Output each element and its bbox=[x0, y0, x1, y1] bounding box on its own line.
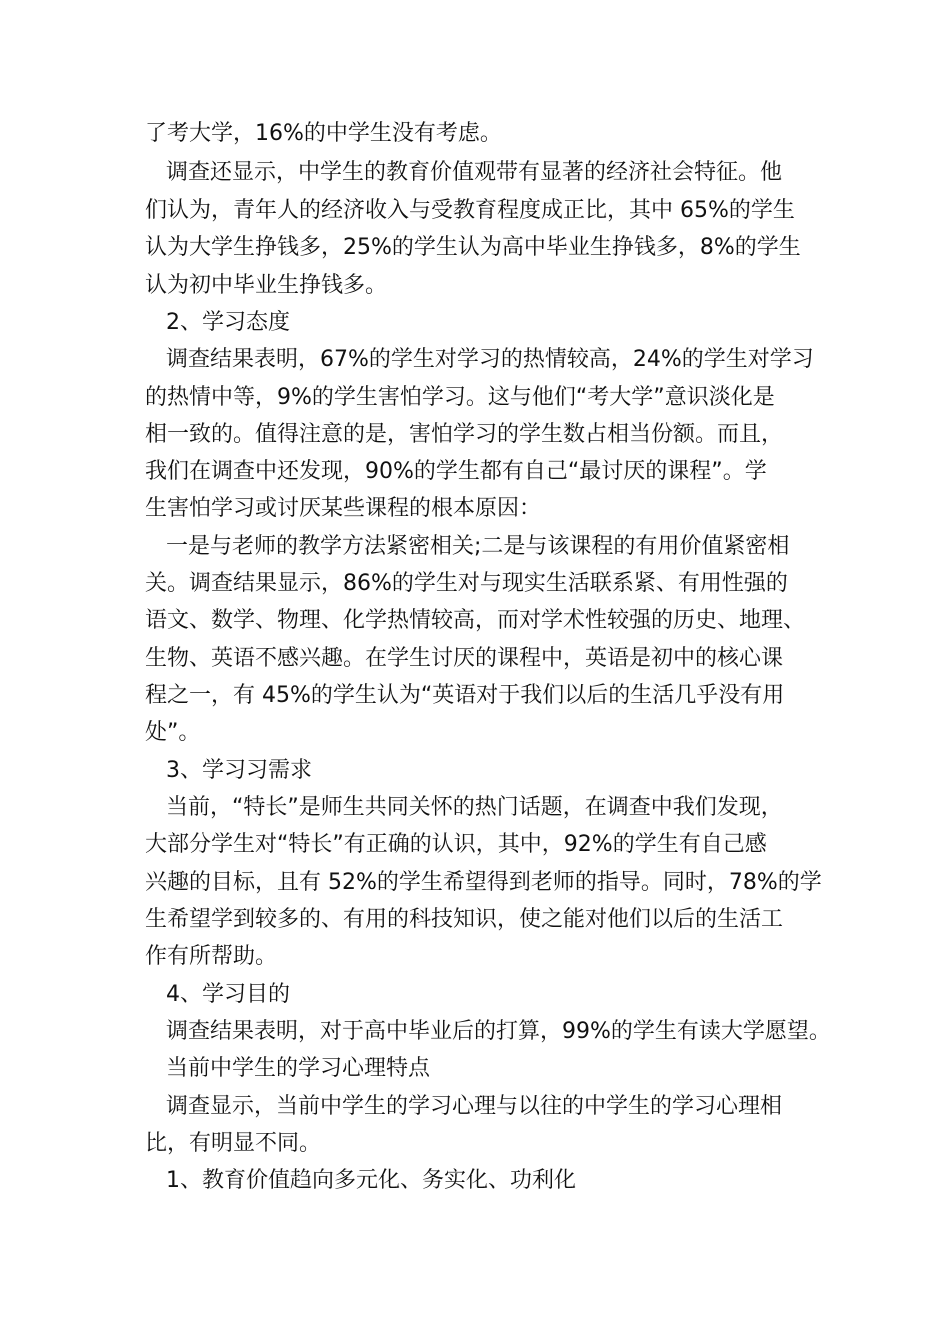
text-line: 认为初中毕业生挣钱多。 bbox=[145, 273, 388, 298]
paragraph-line: 一是与老师的教学方法紧密相关;二是与该课程的有用价值紧密相 bbox=[166, 534, 790, 559]
section-heading: 4、学习目的 bbox=[166, 982, 290, 1007]
text-line: 生害怕学习或讨厌某些课程的根本原因： bbox=[145, 496, 542, 521]
paragraph-line: 调查结果表明，67%的学生对学习的热情较高，24%的学生对学习 bbox=[166, 347, 814, 372]
text-line: 我们在调查中还发现，90%的学生都有自己“最讨厌的课程”。学 bbox=[145, 459, 767, 484]
text-line: 语文、数学、物理、化学热情较高，而对学术性较强的历史、地理、 bbox=[145, 608, 806, 633]
paragraph-line: 调查结果表明，对于高中毕业后的打算，99%的学生有读大学愿望。 bbox=[166, 1019, 831, 1044]
text-line: 们认为，青年人的经济收入与受教育程度成正比，其中 65%的学生 bbox=[145, 198, 795, 223]
text-line: 大部分学生对“特长”有正确的认识，其中，92%的学生有自己感 bbox=[145, 832, 767, 857]
paragraph-line: 调查显示，当前中学生的学习心理与以往的中学生的学习心理相 bbox=[166, 1094, 783, 1119]
text-line: 比，有明显不同。 bbox=[145, 1131, 322, 1156]
text-line: 兴趣的目标，且有 52%的学生希望得到老师的指导。同时，78%的学 bbox=[145, 870, 822, 895]
text-line: 程之一，有 45%的学生认为“英语对于我们以后的生活几乎没有用 bbox=[145, 683, 785, 708]
text-line: 的热情中等，9%的学生害怕学习。这与他们“考大学”意识淡化是 bbox=[145, 385, 775, 410]
text-line: 生希望学到较多的、有用的科技知识，使之能对他们以后的生活工 bbox=[145, 907, 784, 932]
text-line: 处”。 bbox=[145, 720, 201, 745]
text-line: 了考大学，16%的中学生没有考虑。 bbox=[145, 121, 502, 146]
paragraph-line: 调查还显示，中学生的教育价值观带有显著的经济社会特征。他 bbox=[166, 160, 783, 185]
section-heading: 3、学习习需求 bbox=[166, 758, 312, 783]
text-line: 相一致的。值得注意的是，害怕学习的学生数占相当份额。而且， bbox=[145, 422, 784, 447]
section-heading: 当前中学生的学习心理特点 bbox=[166, 1056, 431, 1081]
section-heading: 1、教育价值趋向多元化、务实化、功利化 bbox=[166, 1168, 576, 1193]
text-line: 作有所帮助。 bbox=[145, 944, 278, 969]
text-line: 关。调查结果显示，86%的学生对与现实生活联系紧、有用性强的 bbox=[145, 571, 788, 596]
section-heading: 2、学习态度 bbox=[166, 310, 290, 335]
paragraph-line: 当前，“特长”是师生共同关怀的热门话题，在调查中我们发现， bbox=[166, 795, 783, 820]
text-line: 认为大学生挣钱多，25%的学生认为高中毕业生挣钱多，8%的学生 bbox=[145, 235, 801, 260]
text-line: 生物、英语不感兴趣。在学生讨厌的课程中，英语是初中的核心课 bbox=[145, 646, 784, 671]
